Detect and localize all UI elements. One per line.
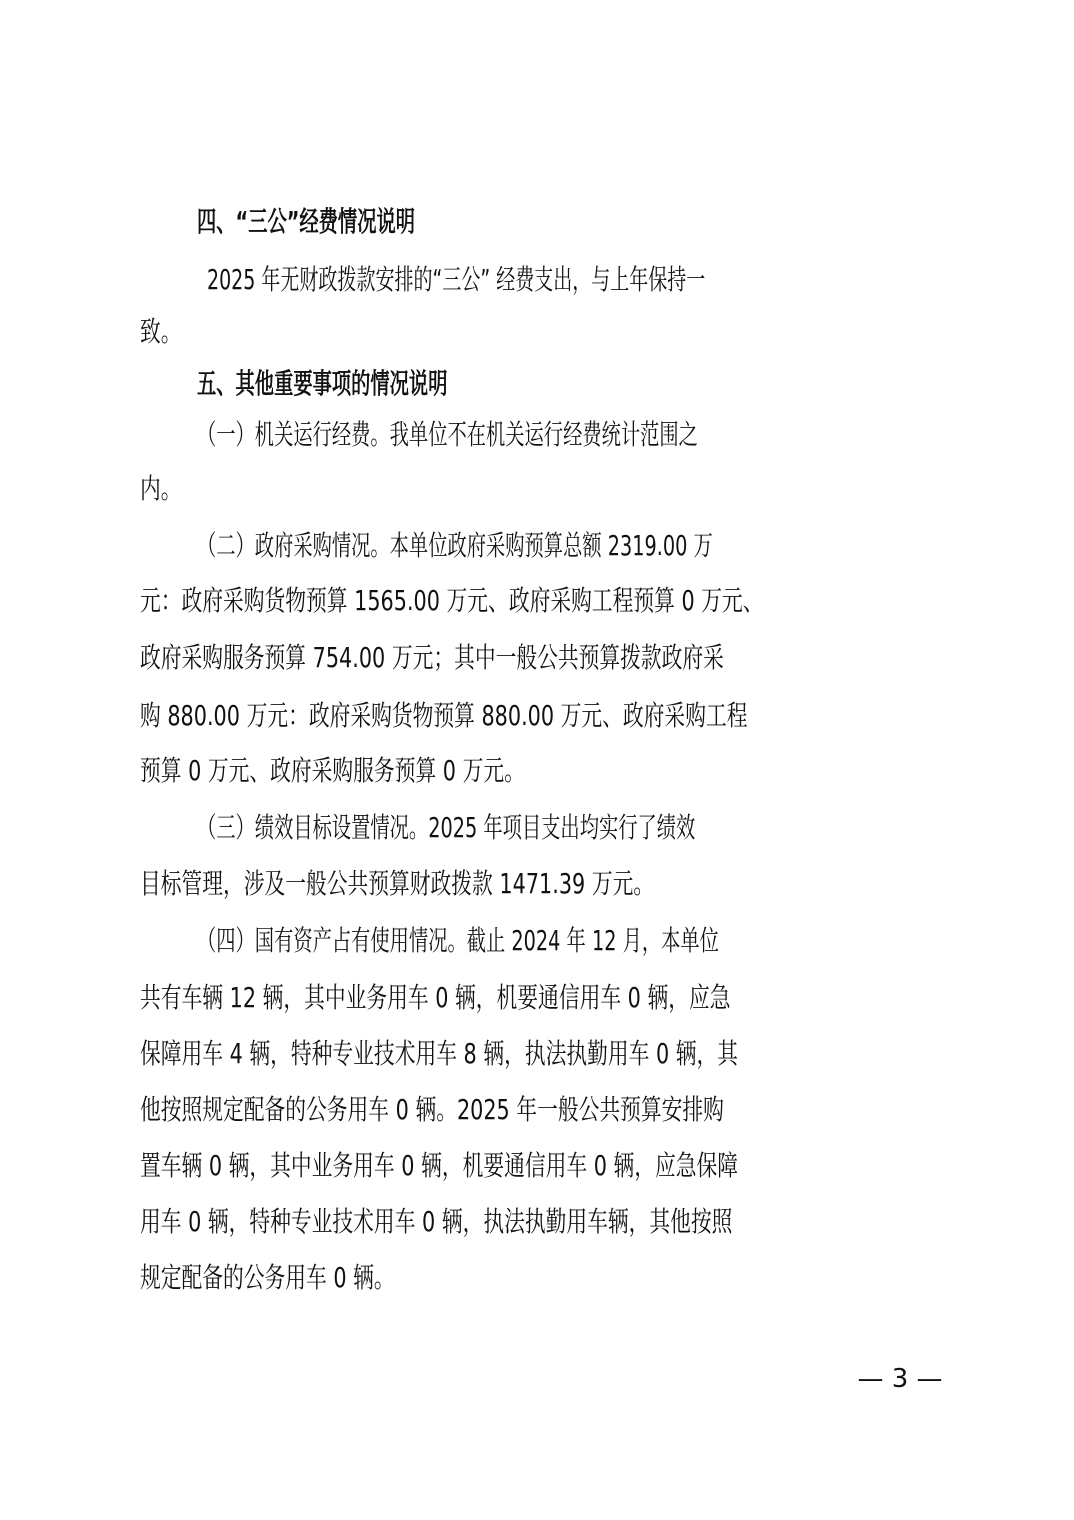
body-text-line: （四）国有资产占有使用情况。截止 2024 年 12 月，本单位: [197, 924, 719, 957]
body-text-line: 致。: [140, 315, 182, 348]
body-text-line: （一）机关运行经费。我单位不在机关运行经费统计范围之: [197, 418, 698, 451]
body-text-line: 规定配备的公务用车 0 辆。: [140, 1261, 395, 1294]
body-text-line: （三）绩效目标设置情况。2025 年项目支出均实行了绩效: [197, 811, 696, 844]
body-text-line: 购 880.00 万元：政府采购货物预算 880.00 万元、政府采购工程: [140, 699, 748, 732]
section-heading: 四、“三公”经费情况说明: [197, 205, 415, 238]
body-text-line: 元：政府采购货物预算 1565.00 万元、政府采购工程预算 0 万元、: [140, 584, 764, 617]
body-text-line: 预算 0 万元、政府采购服务预算 0 万元。: [140, 754, 525, 787]
page-number: — 3 —: [857, 1364, 943, 1394]
body-text-line: 目标管理，涉及一般公共预算财政拨款 1471.39 万元。: [140, 867, 655, 900]
body-text-line: 置车辆 0 辆，其中业务用车 0 辆，机要通信用车 0 辆，应急保障: [140, 1149, 739, 1182]
body-text-line: 2025 年无财政拨款安排的“三公” 经费支出，与上年保持一: [207, 263, 706, 296]
body-text-line: 保障用车 4 辆，特种专业技术用车 8 辆，执法执勤用车 0 辆，其: [140, 1037, 739, 1070]
body-text-line: 共有车辆 12 辆，其中业务用车 0 辆，机要通信用车 0 辆，应急: [140, 981, 731, 1014]
body-text-line: 他按照规定配备的公务用车 0 辆。2025 年一般公共预算安排购: [140, 1093, 724, 1126]
body-text-line: 用车 0 辆，特种专业技术用车 0 辆，执法执勤用车辆，其他按照: [140, 1205, 733, 1238]
section-heading: 五、其他重要事项的情况说明: [197, 367, 448, 400]
body-text-line: 内。: [140, 472, 182, 505]
body-text-line: （二）政府采购情况。本单位政府采购预算总额 2319.00 万: [197, 529, 713, 562]
body-text-line: 政府采购服务预算 754.00 万元；其中一般公共预算拨款政府采: [140, 641, 724, 674]
